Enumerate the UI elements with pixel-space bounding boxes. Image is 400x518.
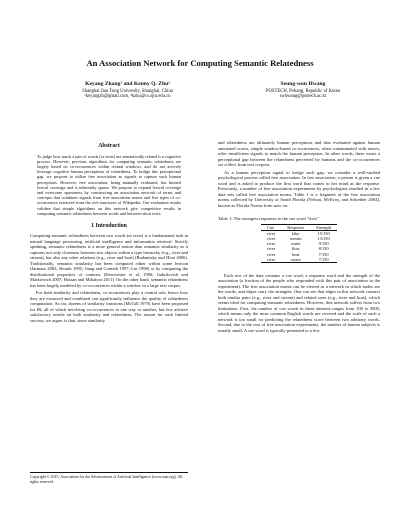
author-names: Seung-won Hwang: [280, 81, 326, 87]
author-email: ¹keyangzh@gmail.com, ²kzhu@cs.sjtu.edu.cn: [84, 94, 171, 100]
table-row: [261, 257, 337, 263]
table-header-response: Response: [281, 224, 310, 230]
table-cell: river: [266, 246, 276, 252]
table-cell: 7/150: [318, 251, 329, 257]
intro-paragraph-4: As a human perception signal to bridge such gap, we consider a well-studied psychological process called free association. In free association, a person is given a cue word and is asked to produce the first word that comes to her mind as the response. Previously, a number of free association experiments by psychologists resulted in a few data sets called free association norms. Table 1 is a fragment of the free association norms collected by University of South Florida (Nelson, McEvoy, and Schreiber 2004), known as Florida Norms from now on.: [218, 169, 380, 208]
table-cell: river: [266, 230, 276, 236]
paper-title: An Association Network for Computing Semantic Relatedness: [86, 58, 314, 68]
table-cell: river: [266, 241, 276, 247]
intro-paragraph-5: Each row of the data contains a cue word, a response word and the strength of the association (a fraction of the people who responded with this pair of association in the experiment). The free association norms can be viewed as a network in which nodes are the words, and edges carry the strengths. One can see that edges in this network connect both similar pairs (e.g., river and stream) and related ones (e.g., river and boat), which seems ideal for computing semantic relatedness. However, this network suffers from two limitations. First, the number of cue words in these datasets ranges from 100 to 5000, which means only the most common English words are covered and the scale of such a network is too small for predicting the relatedness score between two arbitrary words. Second, due to the cost of free association experiments, the number of human subjects is usually small. A cue word is typically presented to a few: [218, 272, 380, 333]
table-cell: 9/150: [318, 241, 329, 247]
intro-paragraph-1: Computing semantic relatedness between two words (or texts) is a fundamental task in natural language processing, artificial intelligence and information retrieval. Strictly speaking, semantic relatedness is a more general notion than semantic similarity as it captures not only closeness between two objects within a type hierarchy (e.g., river and stream), but also any other relations (e.g., river and boat) (Budanitsky and Hirst 2006). Traditionally, semantic similarity has been computed either within some lexicon (Jarmasz 2003; Resnik 1995; Jiang and Conrath 1997; Lin 1998) or by computing the distributional properties of contexts (Deerwester et al. 1990; Gabrilovich and Markovitch 2007; Hassan and Mihalcea 2011). On the other hand, semantic relatedness has been largely modeled by co-occurrences within a window in a large text corpus.: [30, 233, 188, 288]
table-row: [261, 246, 337, 251]
table-cell: boat: [291, 251, 300, 257]
table-cell: water: [290, 241, 301, 247]
table-row: [261, 252, 337, 257]
author-names: Keyang Zhang¹ and Kenny Q. Zhu²: [85, 81, 170, 87]
author-affiliation: POSTECH, Pohang, Republic of Korea: [265, 88, 341, 94]
author-affiliation: Shanghai Jiao Tong University, Shanghai, China: [82, 88, 173, 94]
abstract-heading: Abstract: [98, 143, 120, 149]
table-cell: river: [266, 251, 276, 257]
table-caption: Table 1: The strongest responses to the cue word "river": [218, 216, 319, 221]
cue-table: [261, 224, 337, 263]
table-header-strength: Strength: [310, 224, 337, 230]
table-cell: 7/150: [310, 257, 337, 263]
table-cell: flow: [291, 246, 300, 252]
author-block-right: [228, 82, 378, 99]
intro-heading: 1 Introduction: [91, 222, 127, 229]
copyright-footnote: Copyright © 2015, Association for the Advancement of Artificial Intelligence (www.aaai.org). All rights reserved.: [30, 472, 188, 485]
table-cell: 15/150: [317, 230, 330, 236]
table-cell: river: [261, 257, 281, 263]
table-cell: 8/150: [318, 246, 329, 252]
left-column: [30, 140, 188, 325]
author-email: swhwang@postech.ac.kr: [279, 94, 327, 100]
table-cell: lake: [292, 230, 300, 236]
right-column: [218, 140, 380, 335]
table-cell: 13/150: [317, 235, 330, 241]
table-cell: canoe: [281, 257, 310, 263]
intro-paragraph-3: and relatedness are ultimately human perceptions and thus evaluated against human annotated scores, simple window-based co-occurrences, often contaminated with noises, offer insufficient signals to match the human perception. In other words, there exists a perceptional gap between the relatedness perceived by humans and the co-occurrences we collect from text corpora.: [218, 140, 380, 167]
table-cell: river: [266, 235, 276, 241]
table-header-row: [261, 224, 337, 230]
author-block-left: [40, 82, 215, 99]
abstract-text: To judge how much a pair of words (or texts) are semantically related is a cognitive process. However, previous algorithms for computing semantic relatedness are largely based on co-occurrences within textual windows, and do not actively leverage cognitive human perceptions of relatedness. To bridge this perceptional gap, we propose to utilize free association as signals to capture such human perceptions. However, free association, being manually evaluated, has limited lexical coverage and is inherently sparse. We propose to expand lexical coverage and overcome sparseness by constructing an association network of terms and concepts that combines signals from free association norms and five types of co-occurrences extracted from the rich structures of Wikipedia. Our evaluation results validate that simple algorithms on this network give competitive results in computing semantic relatedness between words and between short texts.: [37, 153, 181, 216]
table-cell: stream: [289, 235, 302, 241]
table-header-cue: Cue: [261, 224, 281, 230]
intro-paragraph-2: For both similarity and relatedness, co-occurrences play a central role, hence how they are extracted and combined can significantly influence the quality of relatedness computation. So far, dozens of similarity functions (McGill 1979) have been proposed for IR, all of which involving co-occurrences in one way or another, but few achieve satisfactory results on both similarity and relatedness. The reason for such limited success, we argue, is that, since similarity: [30, 290, 188, 323]
